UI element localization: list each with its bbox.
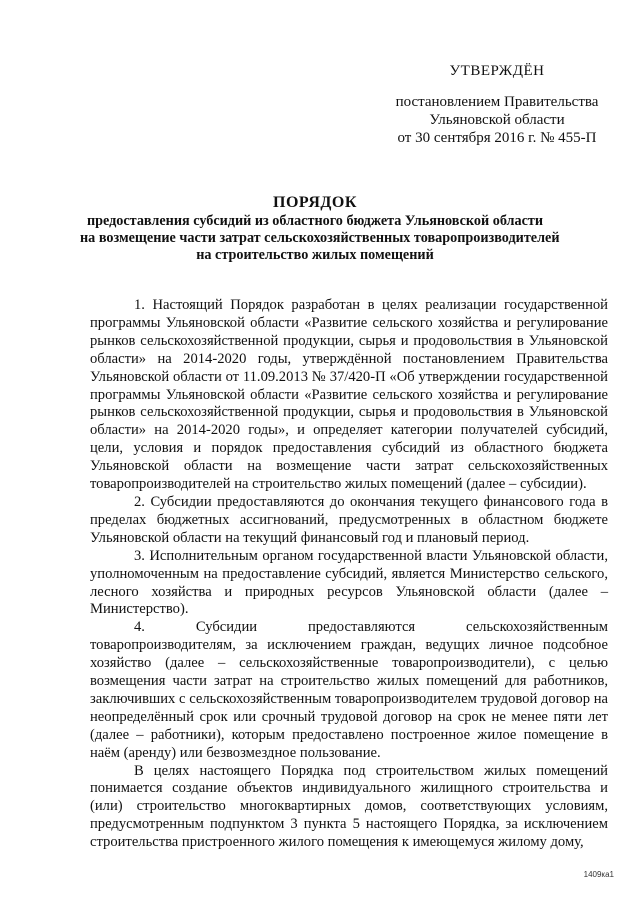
approval-block (372, 62, 622, 147)
paragraph-5: В целях настоящего Порядка под строительством жилых помещений понимается создание объектов индивидуального жилищного строительства и (или) строительство многоквартирных домов, соответствующих условиям, предусмотренным подпунктом 3 пункта 5 настоящего Порядка, за исключением строительства пристроенного жилого помещения к имеющемуся жилому дому, (90, 762, 608, 851)
document-subtitle-line: на возмещение части затрат сельскохозяйственных товаропроизводителей (80, 230, 560, 246)
approval-line: Ульяновской области (429, 112, 565, 128)
document-stamp: 1409ка1 (583, 870, 614, 879)
approval-heading: УТВЕРЖДЁН (449, 63, 545, 79)
approval-line: от 30 сентября 2016 г. № 455-П (397, 130, 597, 146)
document-body (90, 297, 608, 852)
paragraph-2: 2. Субсидии предоставляются до окончания текущего финансового года в пределах бюджетных ассигнований, предусмотренных в областном бюджете Ульяновской области на текущий финансовый год и плановый период. (90, 493, 608, 546)
paragraph-1: 1. Настоящий Порядок разработан в целях реализации государственной программы Ульяновской области «Развитие сельского хозяйства и регулирование рынков сельскохозяйственной продукции, сырья и продовольствия в Ульяновской области» на 2014-2020 годы, утверждённой постановлением Правительства Ульяновской области от 11.09.2013 № 37/420-П «Об утверждении государственной программы Ульяновской области «Развитие сельского хозяйства и регулирование рынков сельскохозяйственной продукции, сырья и продовольствия в Ульяновской области» на 2014-2020 годы», и определяет категории получателей субсидий, цели, условия и порядок предоставления субсидий из областного бюджета Ульяновской области на возмещение части затрат сельскохозяйственных товаропроизводителей на строительство жилых помещений (далее – субсидии). (90, 297, 608, 493)
approval-line: постановлением Правительства (395, 94, 599, 110)
document-title: ПОРЯДОК (273, 194, 357, 211)
document-subtitle-line: предоставления субсидий из областного бюджета Ульяновской области (86, 213, 544, 229)
paragraph-3: 3. Исполнительным органом государственной власти Ульяновской области, уполномоченным на предоставление субсидий, является Министерство сельского, лесного хозяйства и природных ресурсов Ульяновской области (далее – Министерство). (90, 547, 608, 618)
paragraph-4: 4. Субсидии предоставляются сельскохозяйственным товаропроизводителям, за исключением граждан, ведущих личное подсобное хозяйство (далее – сельскохозяйственные товаропроизводители), с целью возмещения части затрат на строительство жилых помещений для работников, заключивших с сельскохозяйственным товаропроизводителем трудовой договор на неопределённый срок или срочный трудовой договор на срок не менее пяти лет (далее – работники), которым предоставлено построенное жилое помещение в наём (аренду) или безвозмездное пользование. (90, 619, 608, 761)
document-subtitle-line: на строительство жилых помещений (196, 247, 434, 263)
document-title-block (80, 193, 560, 264)
